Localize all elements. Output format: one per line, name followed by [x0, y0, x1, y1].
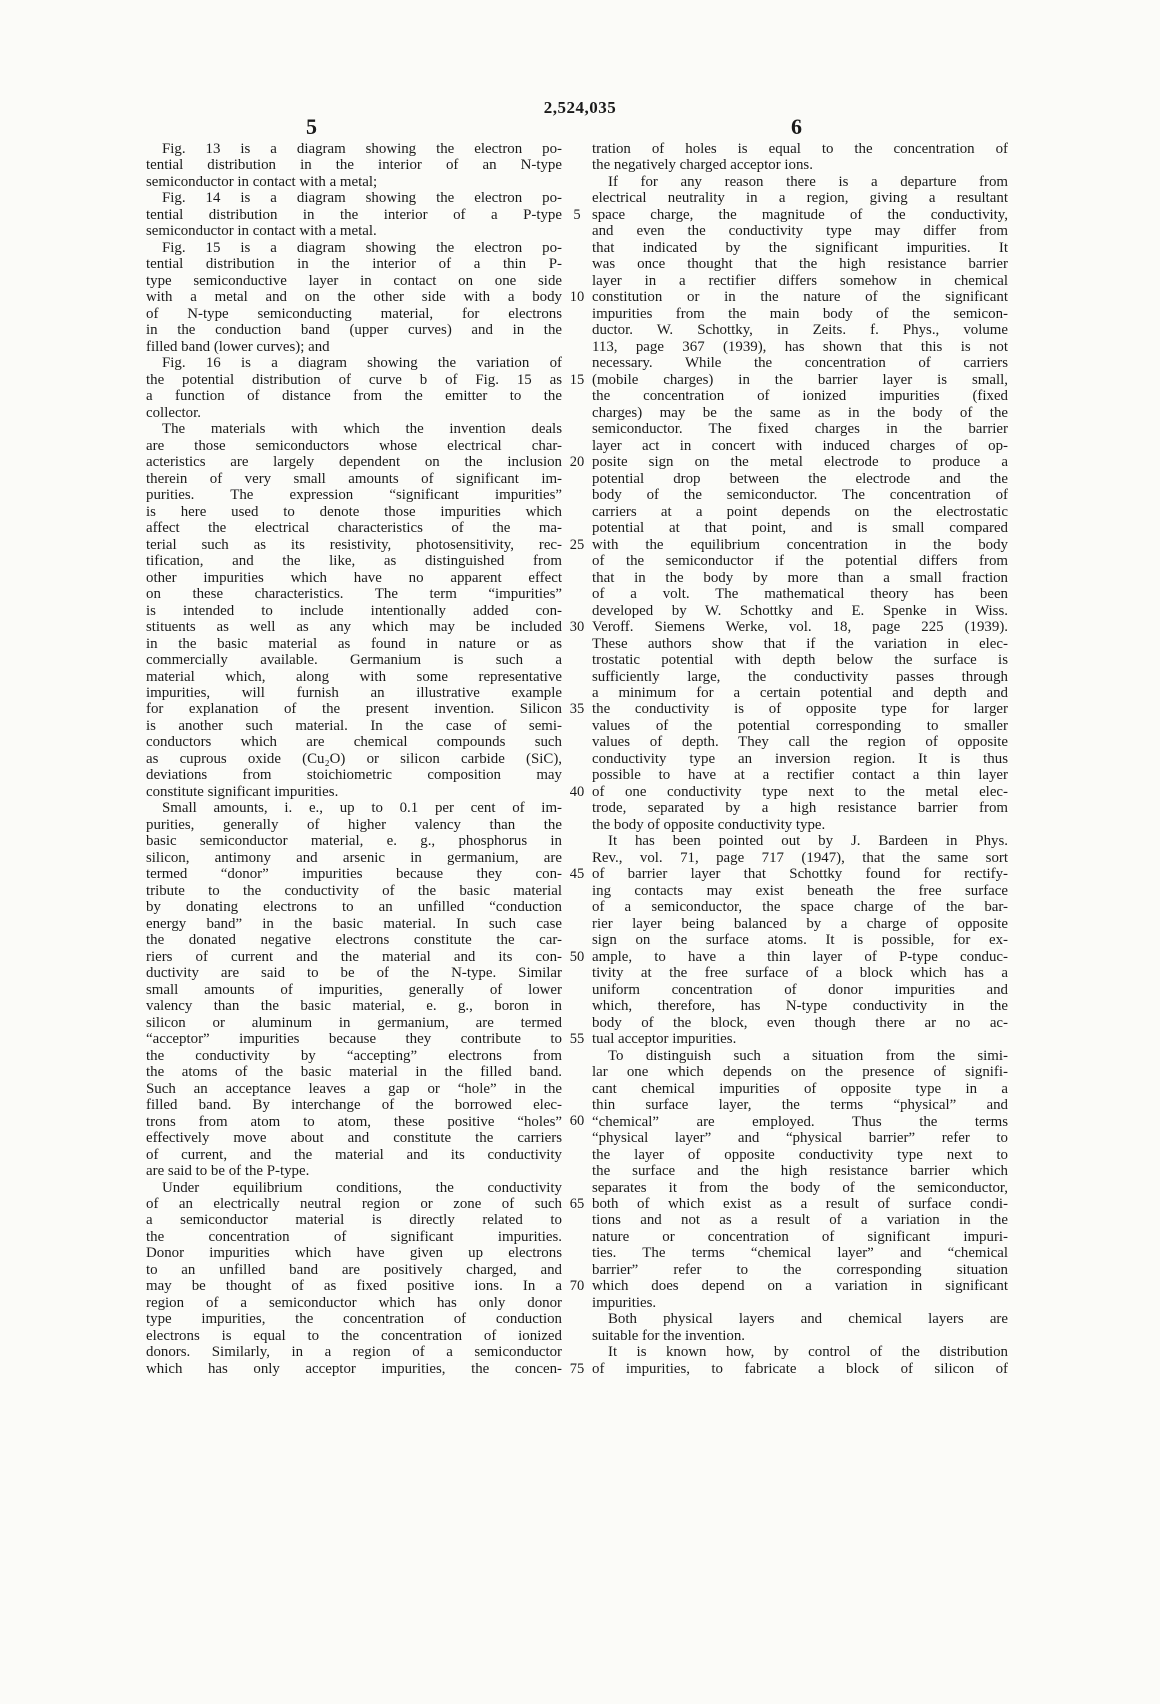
text-line: with a metal and on the other side with a body	[146, 289, 562, 306]
text-line: possible to have at a rectifier contact a thin layer	[592, 767, 1008, 784]
text-line: tential distribution in the interior of a thin P-	[146, 256, 562, 273]
text-line: the body of opposite conductivity type.	[592, 816, 826, 833]
text-line: region of a semiconductor which has only donor	[146, 1294, 562, 1311]
text-line: of impurities, to fabricate a block of silicon of	[592, 1360, 1008, 1377]
text-line: the potential distribution of curve b of Fig. 15 as	[146, 371, 562, 388]
text-line: “acceptor” impurities because they contribute to	[146, 1031, 562, 1048]
text-line: both of which exist as a result of surface condi-	[592, 1196, 1008, 1212]
text-line: is here used to denote those impurities which	[146, 503, 562, 520]
text-line: of an electrically neutral region or zone of such	[146, 1196, 562, 1212]
text-line: Fig. 14 is a diagram showing the electron po-	[162, 190, 562, 207]
text-line: “physical layer” and “physical barrier” refer to	[592, 1130, 1008, 1147]
text-line: trode, separated by a high resistance barrier from	[592, 800, 1008, 817]
right-text-column	[592, 141, 1008, 1377]
text-line: sign on the surface atoms. It is possible, for ex-	[592, 932, 1008, 949]
text-line: riers of current and the material and its con-	[146, 948, 562, 965]
text-line: the concentration of ionized impurities (fixed	[592, 388, 1008, 405]
text-line: ample, to have a thin layer of P-type conduc-	[592, 948, 1008, 965]
text-line: which has only acceptor impurities, the concen-	[146, 1360, 562, 1377]
text-line: necessary. While the concentration of carriers	[592, 355, 1008, 372]
text-line: electrical neutrality in a region, giving a resultant	[592, 190, 1008, 207]
text-line: the surface and the high resistance barrier which	[592, 1163, 1008, 1180]
text-line: Such an acceptance leaves a gap or “hole” in the	[146, 1080, 562, 1097]
text-line: charges) may be the same as in the body of the	[592, 404, 1008, 421]
text-line: semiconductor. The fixed charges in the barrier	[592, 421, 1008, 438]
text-line: termed “donor” impurities because they con-	[146, 866, 562, 883]
margin-line-number: 55	[569, 1030, 585, 1047]
text-line: affect the electrical characteristics of the ma-	[146, 520, 562, 537]
text-line: of one conductivity type next to the metal elec-	[592, 783, 1008, 800]
text-line: of the semiconductor if the potential differs from	[592, 553, 1008, 570]
text-line: uniform concentration of donor impurities and	[592, 981, 1008, 998]
text-line: material which, along with some representative	[146, 668, 562, 685]
text-line: are those semiconductors whose electrical char-	[146, 437, 562, 454]
text-line: body of the block, even though there ar no ac-	[592, 1014, 1008, 1031]
text-line: for explanation of the present invention. Silicon	[146, 701, 562, 718]
text-line: the concentration of significant impurities.	[146, 1228, 562, 1245]
text-line: stituents as well as any which may be included	[146, 619, 562, 636]
text-line: silicon or aluminum in germanium, are termed	[146, 1014, 562, 1031]
margin-line-number: 5	[573, 206, 581, 223]
text-line: and even the conductivity type may differ from	[592, 223, 1008, 240]
page-number-right: 6	[791, 114, 802, 139]
text-line: It is known how, by control of the distribution	[608, 1344, 1008, 1361]
text-line: nature or concentration of significant impuri-	[592, 1228, 1008, 1245]
text-line: the conductivity is of opposite type for larger	[592, 701, 1008, 718]
text-line: filled band. By interchange of the borrowed elec-	[146, 1097, 562, 1114]
text-line: Donor impurities which have given up electrons	[146, 1245, 562, 1262]
text-line: in the conduction band (upper curves) and in the	[146, 322, 562, 339]
left-text-column	[146, 141, 562, 1377]
text-line: a minimum for a certain potential and depth and	[592, 684, 1008, 701]
text-line: conductivity type an inversion region. It is thus	[592, 750, 1008, 767]
text-line: These authors show that if the variation in elec-	[592, 635, 1008, 652]
text-line: (mobile charges) in the barrier layer is small,	[592, 371, 1008, 388]
text-line: a function of distance from the emitter to the	[146, 388, 562, 405]
text-line: commercially available. Germanium is such a	[146, 652, 562, 669]
margin-line-number: 70	[569, 1278, 585, 1295]
text-line: lar one which depends on the presence of signifi-	[592, 1064, 1008, 1081]
text-line: in the basic material as found in nature or as	[146, 635, 562, 652]
text-line: 113, page 367 (1939), has shown that this is not	[592, 338, 1008, 355]
text-line: may be thought of as fixed positive ions. In a	[146, 1278, 562, 1295]
text-line: is intended to include intentionally added con-	[146, 602, 562, 619]
text-line: cant chemical impurities of opposite type in a	[592, 1080, 1008, 1097]
text-line: constitute significant impurities.	[146, 783, 339, 800]
text-line: Both physical layers and chemical layers are	[608, 1311, 1008, 1328]
text-line: tential distribution in the interior of an N-type	[146, 157, 562, 174]
text-line: is another such material. In the case of semi-	[146, 717, 562, 734]
text-line: ductivity are said to be of the N-type. Similar	[146, 965, 562, 982]
text-line: type impurities, the concentration of conduction	[146, 1311, 562, 1328]
text-line: Fig. 13 is a diagram showing the electron po-	[162, 141, 562, 157]
text-line: rier layer being balanced by a charge of opposite	[592, 915, 1008, 932]
text-line: If for any reason there is a departure from	[608, 173, 1008, 190]
text-line: to an unfilled band are positively charged, and	[146, 1261, 562, 1278]
text-line: acteristics are largely dependent on the inclusion	[146, 454, 562, 471]
text-line: semiconductor in contact with a metal;	[146, 173, 378, 190]
margin-line-number: 75	[569, 1360, 585, 1377]
text-line: tification, and the like, as distinguished from	[146, 553, 562, 570]
text-line: as cuprous oxide (Cu₂O) or silicon carbide (SiC),	[146, 750, 562, 767]
text-line: are said to be of the P-type.	[146, 1163, 310, 1180]
text-line: carriers at a point depends on the electrostatic	[592, 503, 1008, 520]
text-line: values of depth. They call the region of opposite	[592, 734, 1008, 751]
text-line: on these characteristics. The term “impurities”	[146, 586, 562, 603]
text-line: potential at that point, and is small compared	[592, 520, 1008, 537]
text-line: by donating electrons to an unfilled “conduction	[146, 899, 562, 916]
text-line: type semiconductive layer in contact on one side	[146, 272, 562, 289]
text-line: a semiconductor material is directly related to	[146, 1212, 562, 1229]
text-line: body of the semiconductor. The concentration of	[592, 487, 1008, 504]
text-line: of a volt. The mathematical theory has been	[592, 586, 1008, 603]
margin-line-number: 30	[569, 618, 585, 635]
margin-line-number: 20	[569, 454, 585, 471]
margin-line-number: 60	[569, 1113, 585, 1130]
margin-line-number: 25	[569, 536, 585, 553]
margin-line-number: 10	[569, 289, 585, 306]
text-line: trostatic potential with depth below the surface is	[592, 652, 1008, 669]
text-line: filled band (lower curves); and	[146, 338, 330, 355]
text-line: deviations from stoichiometric composition may	[146, 767, 562, 784]
text-line: Veroff. Siemens Werke, vol. 18, page 225 (1939).	[592, 619, 1008, 636]
text-line: Rev., vol. 71, page 717 (1947), that the same sort	[592, 849, 1008, 866]
text-line: Fig. 15 is a diagram showing the electron po-	[162, 239, 562, 256]
text-line: ing contacts may exist beneath the free surface	[592, 882, 1008, 899]
text-line: the negatively charged acceptor ions.	[592, 157, 813, 174]
text-line: tration of holes is equal to the concentration of	[592, 141, 1008, 157]
text-line: of current, and the material and its conductivity	[146, 1146, 562, 1163]
text-line: the conductivity by “accepting” electrons from	[146, 1047, 562, 1064]
text-line: that indicated by the significant impurities. It	[592, 239, 1008, 256]
margin-line-number: 50	[569, 948, 585, 965]
text-line: was once thought that the high resistance barrier	[592, 256, 1008, 273]
text-line: donors. Similarly, in a region of a semiconductor	[146, 1344, 562, 1361]
margin-line-number: 15	[569, 371, 585, 388]
text-line: To distinguish such a situation from the simi-	[608, 1047, 1008, 1064]
text-line: tual acceptor impurities.	[592, 1031, 737, 1048]
text-line: barrier” refer to the corresponding situation	[592, 1261, 1008, 1278]
text-line: valency than the basic material, e. g., boron in	[146, 998, 562, 1015]
text-line: that in the body by more than a small fraction	[592, 569, 1008, 586]
text-line: small amounts of impurities, generally of lower	[146, 981, 562, 998]
margin-line-number: 65	[569, 1195, 585, 1212]
text-line: impurities from the main body of the semicon-	[592, 305, 1008, 322]
text-line: the layer of opposite conductivity type next to	[592, 1146, 1008, 1163]
text-line: which, therefore, has N-type conductivity in the	[592, 998, 1008, 1015]
text-line: values of the potential corresponding to smaller	[592, 717, 1008, 734]
patent-number: 2,524,035	[543, 98, 617, 117]
text-line: potential drop between the electrode and the	[592, 470, 1008, 487]
text-line: the donated negative electrons constitute the car-	[146, 932, 562, 949]
margin-line-number: 35	[569, 701, 585, 718]
text-line: space charge, the magnitude of the conductivity,	[592, 206, 1008, 223]
text-line: tential distribution in the interior of a P-type	[146, 206, 562, 223]
text-line: sufficiently large, the conductivity passes through	[592, 668, 1008, 685]
text-line: The materials with which the invention deals	[162, 421, 562, 438]
text-line: tions and not as a result of a variation in the	[592, 1212, 1008, 1229]
text-line: ductor. W. Schottky, in Zeits. f. Phys., volume	[592, 322, 1008, 339]
text-line: impurities.	[592, 1294, 657, 1311]
text-line: of barrier layer that Schottky found for rectify-	[592, 866, 1008, 883]
text-line: constitution or in the nature of the significant	[592, 289, 1008, 306]
text-line: silicon, antimony and arsenic in germanium, are	[146, 849, 562, 866]
text-line: layer in a rectifier differs somehow in chemical	[592, 272, 1008, 289]
text-line: the atoms of the basic material in the filled band.	[146, 1064, 562, 1081]
text-line: tivity at the free surface of a block which has a	[592, 965, 1008, 982]
text-line: electrons is equal to the concentration of ionized	[146, 1327, 562, 1344]
text-line: with the equilibrium concentration in the body	[592, 536, 1008, 553]
text-line: “chemical” are employed. Thus the terms	[592, 1113, 1008, 1130]
text-line: layer act in concert with induced charges of op-	[592, 437, 1008, 454]
text-line: collector.	[146, 404, 201, 421]
margin-line-number: 45	[569, 866, 585, 883]
text-line: trons from atom to atom, these positive “holes”	[146, 1113, 562, 1130]
text-line: semiconductor in contact with a metal.	[146, 223, 377, 240]
text-line: ties. The terms “chemical layer” and “chemical	[592, 1245, 1008, 1262]
text-line: terial such as its resistivity, photosensitivity, rec-	[146, 536, 562, 553]
text-line: which does depend on a variation in significant	[592, 1278, 1008, 1295]
text-line: therein of very small amounts of significant im-	[146, 470, 562, 487]
text-line: posite sign on the metal electrode to produce a	[592, 454, 1008, 471]
text-line: impurities, will furnish an illustrative example	[146, 684, 562, 701]
text-line: Small amounts, i. e., up to 0.1 per cent of im-	[162, 800, 562, 817]
text-line: of a semiconductor, the space charge of the bar-	[592, 899, 1008, 916]
text-line: purities, generally of higher valency than the	[146, 816, 562, 833]
text-line: conductors which are chemical compounds such	[146, 734, 562, 751]
page-number-left: 5	[306, 114, 317, 139]
text-line: purities. The expression “significant impurities”	[146, 487, 562, 504]
text-line: energy band” in the basic material. In such case	[146, 915, 562, 932]
text-line: thin surface layer, the terms “physical” and	[592, 1097, 1008, 1114]
text-line: developed by W. Schottky and E. Spenke in Wiss.	[592, 602, 1008, 619]
margin-line-number: 40	[569, 783, 585, 800]
text-line: tribute to the conductivity of the basic material	[146, 882, 562, 899]
text-line: Under equilibrium conditions, the conductivity	[162, 1179, 562, 1196]
text-line: suitable for the invention.	[592, 1327, 746, 1344]
text-line: effectively move about and constitute the carriers	[146, 1130, 562, 1147]
text-line: separates it from the body of the semiconductor,	[592, 1179, 1008, 1196]
text-line: It has been pointed out by J. Bardeen in Phys.	[608, 833, 1008, 850]
text-line: basic semiconductor material, e. g., phosphorus in	[146, 833, 562, 850]
text-line: Fig. 16 is a diagram showing the variation of	[162, 355, 562, 372]
text-line: other impurities which have no apparent effect	[146, 569, 562, 586]
text-line: of N-type semiconducting material, for electrons	[146, 305, 562, 322]
